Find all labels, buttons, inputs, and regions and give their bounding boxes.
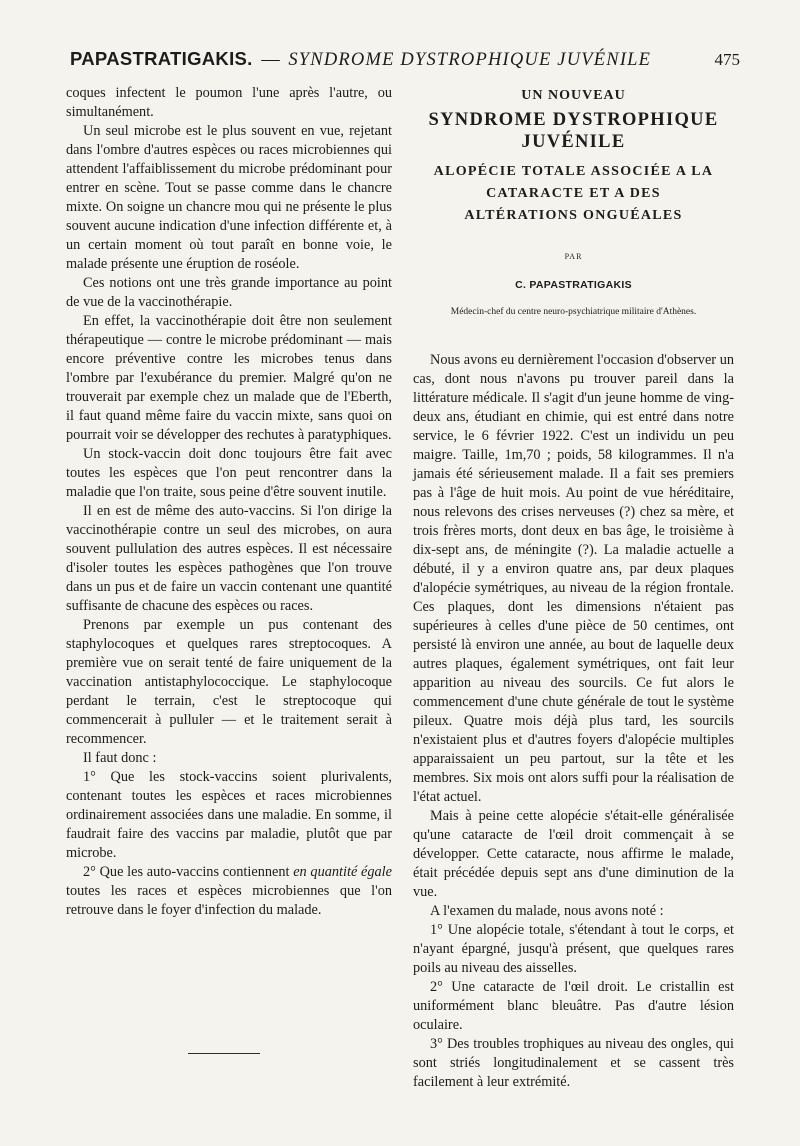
paragraph: Nous avons eu dernièrement l'occasion d'observer un cas, dont nous n'avons pu trouver pareil dans la littérature médicale. Il s'agit d'un jeune homme de ving-deux ans, étudiant en chimie, qui est entré dans notre service, le 6 février 1922. C'est un individu un peu maigre. Taille, 1m,70 ; poids, 58 kilogrammes. Il n'a jamais été sérieusement malade. Il a fait ses premiers pas à l'âge de huit mois. Au point de vue héréditaire, nous relevons des crises nerveuses (?) chez sa mère, et trois frères morts, dont deux en bas âge, le troisième à dix-sept ans, de méningite (?). La maladie actuelle a débuté, il y a environ quatre ans, par deux plaques d'alopécie symétriques, au niveau de la région frontale. Ces plaques, dont les dimensions n'étaient pas supérieures à celles d'une pièce de 50 centimes, ont persisté là environ une année, au bout de laquelle deux autres plaques, également symétriques, ont fait leur apparition au niveau des sourcils. Ce fut alors le commencement d'une chute générale de tout le système pileux. Quatre mois déjà plus tard, les sourcils n'existaient plus et d'autres foyers d'alopécie multiples apparaissaient un peu partout, sur la tête et les membres. Six mois ont alors suffi pour la réalisation de l'état actuel. xyxy=(413,352,734,805)
header-author: PAPASTRATIGAKIS. xyxy=(70,48,253,69)
paragraph: Un stock-vaccin doit donc toujours être fait avec toutes les espèces que l'on peut rencontrer dans la maladie que l'on traite, sous peine d'être souvent inutile. xyxy=(66,446,392,500)
header-running-title: SYNDROME DYSTROPHIQUE JUVÉNILE xyxy=(288,50,652,70)
author-affiliation: Médecin-chef du centre neuro-psychiatrique militaire d'Athènes. xyxy=(450,307,697,317)
paragraph: Un seul microbe est le plus souvent en vue, rejetant dans l'ombre d'autres espèces ou races microbiennes qui attendent l'affaiblissement du microbe prédominant pour entrer en scène. Tout se passe comme dans le chancre mixte. On soigne un chancre mou qui ne présente le plus souvent aucune indication d'une infection différente et, à un certain moment où tout paraît en bonne voie, le malade présente une éruption de roséole. xyxy=(66,123,392,272)
article-subtitle-line: CATARACTE ET A DES xyxy=(486,186,661,201)
paragraph: coques infectent le poumon l'une après l'autre, ou simultanément. xyxy=(66,85,392,120)
paragraph: Prenons par exemple un pus contenant des staphylocoques et quelques rares streptocoques. A première vue on serait tenté de faire uniquement de la vaccination antistaphylococcique. Le staphylocoque perdant le terrain, c'est le streptocoque qui commencerait à pulluler — et le traitement serait à recommencer. xyxy=(66,617,392,747)
paragraph: Il en est de même des auto-vaccins. Si l'on dirige la vaccinothérapie contre un seul des microbes, on aura souvent pullulation des autres espèces. Il est nécessaire d'isoler toutes les espèces pathogènes que l'on trouve dans un pus et de faire un vaccin contenant une quantité suffisante de chacune des espèces ou races. xyxy=(66,503,392,614)
emphasis-text: en quantité égale xyxy=(293,864,392,880)
page-number: 475 xyxy=(714,50,740,69)
paragraph: 1° Que les stock-vaccins soient plurivalents, contenant toutes les espèces et races microbiennes ordinairement associées dans une maladie. En somme, il faudrait faire des vaccins par maladie, plutôt que par microbe. xyxy=(66,769,392,861)
section-end-rule xyxy=(188,1053,260,1054)
paragraph xyxy=(66,863,392,920)
paragraph: Ces notions ont une très grande importance au point de vue de la vaccinothérapie. xyxy=(66,275,392,310)
text-run: 2° Que les auto-vaccins contiennent xyxy=(83,864,294,880)
paragraph: 1° Une alopécie totale, s'étendant à tout le corps, et n'ayant épargné, jusqu'à présent, que quelques rares poils au niveau des aisselles. xyxy=(413,922,734,976)
paragraph: Mais à peine cette alopécie s'était-elle généralisée qu'une cataracte de l'œil droit commençait à se développer. Cette cataracte, nous affirme le malade, était précédée depuis sept ans d'une diminution de la vue. xyxy=(413,808,734,900)
right-column xyxy=(413,84,734,1092)
running-header xyxy=(70,48,740,78)
paragraph: 2° Une cataracte de l'œil droit. Le cristallin est uniformément blanc bleuâtre. Pas d'autre lésion oculaire. xyxy=(413,979,734,1033)
text-run: toutes les races et espèces microbiennes que l'on retrouve dans le foyer d'infection du malade. xyxy=(66,883,392,918)
paragraph: En effet, la vaccinothérapie doit être non seulement thérapeutique — contre le microbe prédominant — mais encore préventive contre les microbes tenus dans l'ombre par l'exubérance du premier. Malgré qu'on ne trouverait par exemple chez un malade que de l'Eberth, il faut quand même faire du vaccin mixte, sans quoi on pourrait voir se développer des rechutes à paratyphiques. xyxy=(66,313,392,443)
paragraph: 3° Des troubles trophiques au niveau des ongles, qui sont striés longitudinalement et se cassent très facilement à leur extrémité. xyxy=(413,1036,734,1090)
article-title-line: SYNDROME DYSTROPHIQUE xyxy=(428,110,719,130)
article-body xyxy=(413,351,734,1092)
article-kicker: UN NOUVEAU xyxy=(521,88,626,103)
article-subtitle-line: ALTÉRATIONS ONGUÉALES xyxy=(464,208,683,223)
paragraph: Il faut donc : xyxy=(83,750,157,766)
article-subtitle xyxy=(413,161,734,227)
paragraph: A l'examen du malade, nous avons noté : xyxy=(430,903,664,919)
article-title-line: JUVÉNILE xyxy=(521,132,626,152)
byline-par: PAR xyxy=(564,252,583,261)
article-author: C. PAPASTRATIGAKIS xyxy=(515,279,632,291)
header-dash: — xyxy=(261,50,280,70)
article-title xyxy=(413,109,734,153)
left-column xyxy=(66,84,392,920)
article-subtitle-line: ALOPÉCIE TOTALE ASSOCIÉE A LA xyxy=(433,164,714,179)
